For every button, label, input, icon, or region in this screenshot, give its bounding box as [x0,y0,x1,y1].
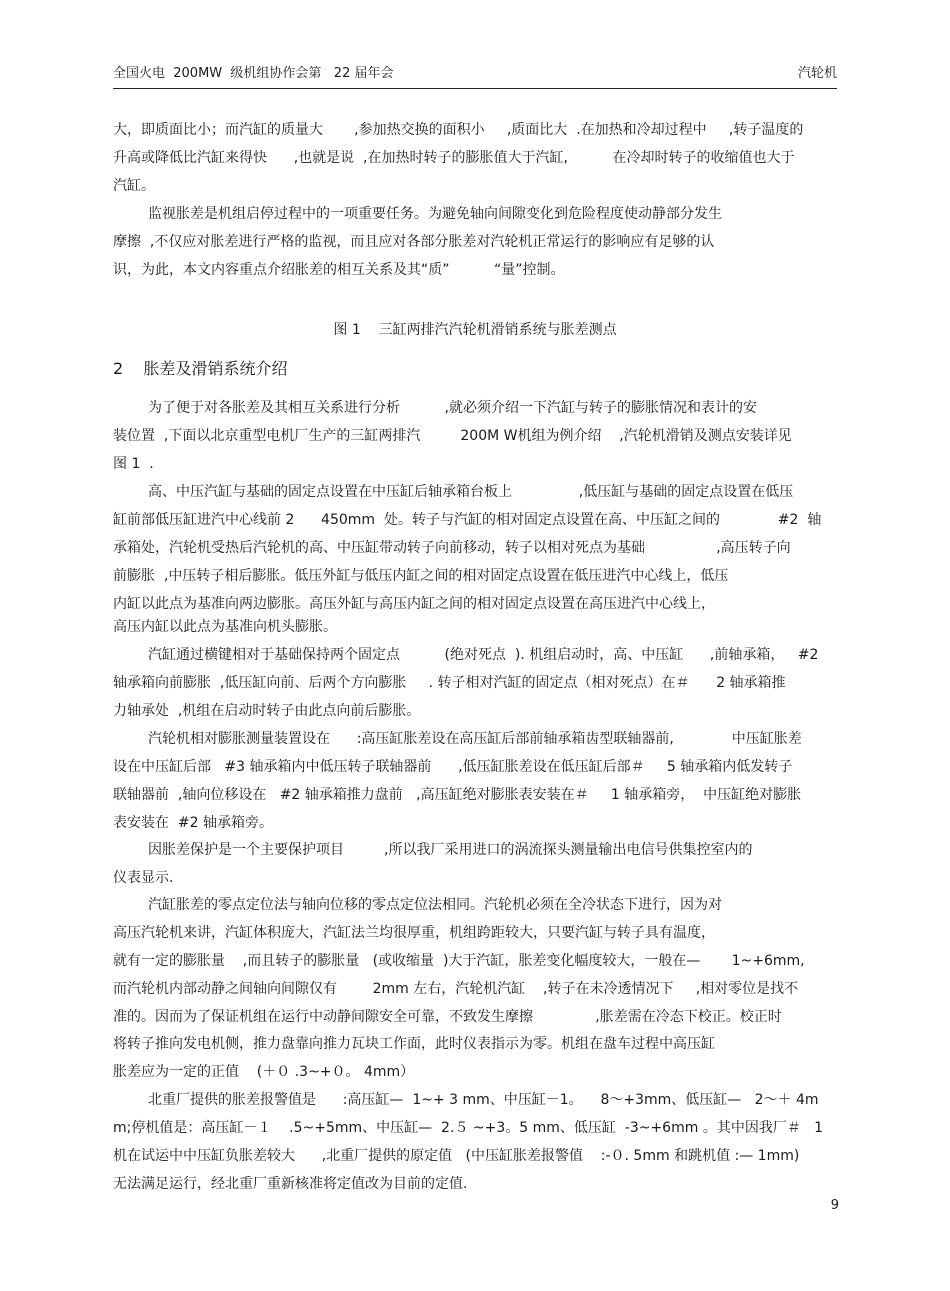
text-line: 北重厂提供的胀差报警值是 :高压缸— 1~+ 3 mm、中压缸－1。 8～+3mm、低压缸— 2～＋ 4m [148,1092,819,1108]
text-line: 汽缸通过横键相对于基础保持两个固定点 (绝对死点 ). 机组启动时，高、中压缸 ,前轴承箱， #2 [148,647,819,663]
text-line: 图 1 . [113,456,154,472]
text-line: 联轴器前 ,轴向位移设在 #2 轴承箱推力盘前 ,高压缸绝对膨胀表安装在＃ 1 轴承箱旁， 中压缸绝对膨胀 [113,787,802,803]
text-line: 轴承箱向前膨胀 ,低压缸向前、后两个方向膨胀 . 转子相对汽缸的固定点（相对死点）在＃ 2 轴承箱推 [113,675,786,691]
text-line: 无法满足运行，经北重厂重新核准将定值改为目前的定值. [113,1176,468,1192]
text-line: 胀差应为一定的正值 (＋０ .3~+０。 4mm） [113,1064,415,1080]
text-line: 承箱处，汽轮机受热后汽轮机的高、中压缸带动转子向前移动，转子以相对死点为基础 ,高压转子向 [113,540,791,556]
text-line: 前膨胀 ,中压转子相后膨胀。低压外缸与低压内缸之间的相对固定点设置在低压进汽中心线上，低压 [113,568,729,584]
text-line: 因胀差保护是一个主要保护项目 ,所以我厂采用进口的涡流探头测量输出电信号供集控室内的 [148,842,753,858]
header-section-name: 汽轮机 [797,66,837,81]
text-line: 升高或降低比汽缸来得快 ,也就是说 ,在加热时转子的膨胀值大于汽缸, 在冷却时转子的收缩值也大于 [113,150,795,166]
text-line: 缸前部低压缸进汽中心线前 2 450mm 处。转子与汽缸的相对固定点设置在高、中压缸之间的 #2 轴 [113,512,822,528]
text-line: 高压汽轮机来讲，汽缸体积庞大，汽缸法兰均很厚重，机组跨距较大，只要汽缸与转子具有温度， [113,925,715,941]
text-line: 汽轮机相对膨胀测量装置设在 :高压缸胀差设在高压缸后部前轴承箱齿型联轴器前, 中压缸胀差 [148,731,802,747]
text-line: 汽缸胀差的零点定位法与轴向位移的零点定位法相同。汽轮机必须在全冷状态下进行，因为对 [148,897,722,913]
text-line: 而汽轮机内部动静之间轴向间隙仅有 2mm 左右，汽轮机汽缸 ,转子在未冷透情况下 ,相对零位是找不 [113,981,799,997]
text-line: 汽缸。 [113,178,155,194]
text-line: 识，为此，本文内容重点介绍胀差的相互关系及其“质” “量”控制。 [113,262,565,278]
text-line: 机在试运中中压缸负胀差较大 ,北重厂提供的原定值 (中压缸胀差报警值 :-０. 5mm 和跳机值 :— 1mm) [113,1148,800,1164]
text-line: 力轴承处 ,机组在启动时转子由此点向前后膨胀。 [113,703,421,719]
text-line: 为了便于对各胀差及其相互关系进行分析 ,就必须介绍一下汽缸与转子的膨胀情况和表计的安 [148,400,757,416]
page-number: 9 [830,1198,839,1213]
header-conference-title: 全国火电 200MW 级机组协作会第 22 届年会 [113,66,394,81]
text-line: 高压内缸以此点为基准向机头膨胀。 [113,619,337,635]
figure-caption: 图 1 三缸两排汽汽轮机滑销系统与胀差测点 [333,322,617,338]
text-line: 表安装在 #2 轴承箱旁。 [113,815,273,831]
text-line: 将转子推向发电机侧，推力盘靠向推力瓦块工作面，此时仪表指示为零。机组在盘车过程中高压缸 [113,1036,715,1052]
text-line: 装位置 ,下面以北京重型电机厂生产的三缸两排汽 200M W机组为例介绍 ,汽轮机滑销及测点安装详见 [113,428,792,444]
running-header [113,64,837,89]
text-line: 大，即质面比小；而汽缸的质量大 ,参加热交换的面积小 ,质面比大 .在加热和冷却过程中 ,转子温度的 [113,122,804,138]
text-line: 设在中压缸后部 #3 轴承箱内中低压转子联轴器前 ,低压缸胀差设在低压缸后部＃ 5 轴承箱内低发转子 [113,759,793,775]
text-line: 内缸以此点为基准向两边膨胀。高压外缸与高压内缸之间的相对固定点设置在高压进汽中心线上， [113,596,715,612]
text-line: 准的。因而为了保证机组在运行中动静间隙安全可靠，不致发生摩擦 ,胀差需在冷态下校正。校正时 [113,1009,782,1025]
text-line: 就有一定的膨胀量 ,而且转子的膨胀量 (或收缩量 )大于汽缸，胀差变化幅度较大，一般在— 1~+6mm, [113,953,805,969]
text-line: m;停机值是：高压缸－１ .5~+5mm、中压缸— 2.５ ~+3。5 mm、低压缸 -3~+6mm 。其中因我厂＃ 1 [113,1120,824,1136]
text-line: 监视胀差是机组启停过程中的一项重要任务。为避免轴向间隙变化到危险程度使动静部分发生 [148,206,722,222]
section-heading: 2 胀差及滑销系统介绍 [113,359,288,378]
text-line: 高、中压汽缸与基础的固定点设置在中压缸后轴承箱台板上 ,低压缸与基础的固定点设置在低压 [148,484,794,500]
text-line: 摩擦 ,不仅应对胀差进行严格的监视，而且应对各部分胀差对汽轮机正常运行的影响应有足够的认 [113,234,715,250]
text-line: 仪表显示. [113,870,174,886]
